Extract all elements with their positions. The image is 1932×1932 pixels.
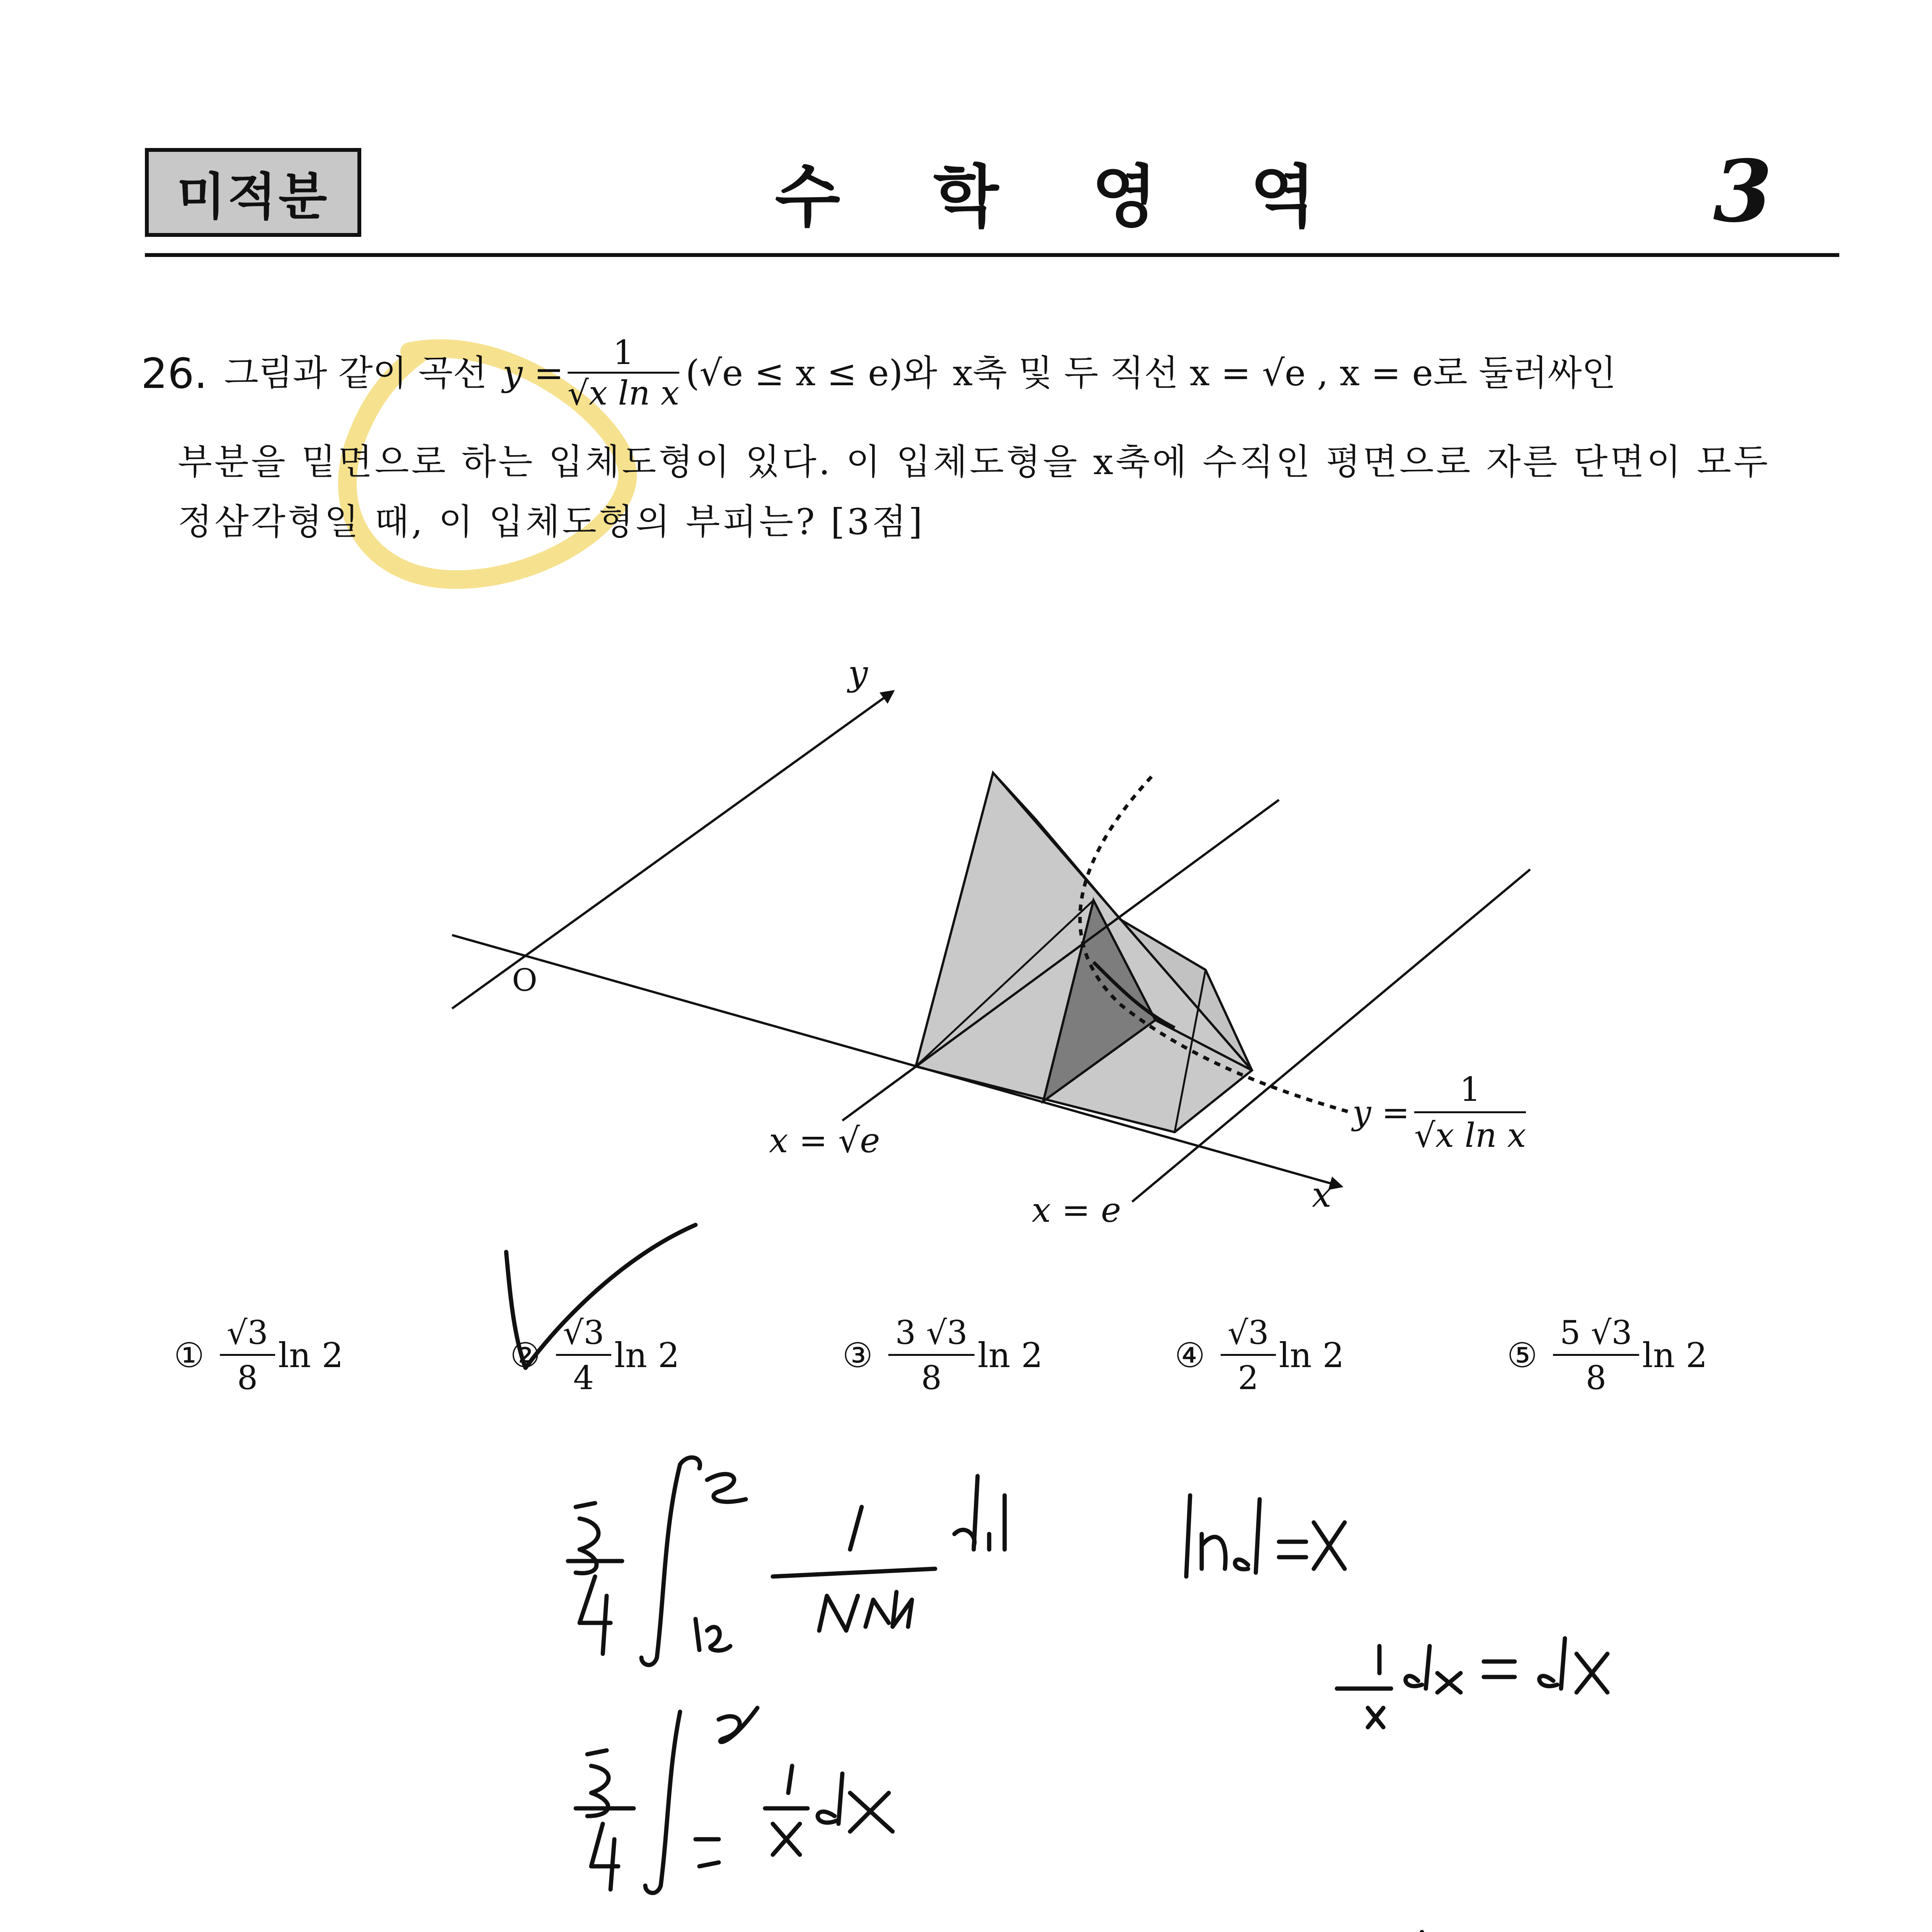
question-line-2: 부분을 밑면으로 하는 입체도형이 있다. 이 입체도형을 x축에 수직인 평면으로 자른 단면이 모두 xyxy=(178,441,1770,483)
handwritten-stroke xyxy=(773,1507,935,1631)
equation-lhs: y = xyxy=(502,352,564,394)
choice-tail: ln 2 xyxy=(614,1335,680,1375)
choice-denominator: 4 xyxy=(573,1359,594,1397)
handwritten-stroke xyxy=(954,1476,1005,1549)
handwritten-stroke xyxy=(1186,1495,1345,1577)
choice-mark: ① xyxy=(174,1335,204,1375)
choice-denominator: 8 xyxy=(921,1359,942,1397)
choice-numerator: 5 √3 xyxy=(1553,1314,1639,1356)
choice-tail: ln 2 xyxy=(1642,1335,1708,1375)
header-page-number: 3 xyxy=(1713,141,1772,241)
choice-mark: ③ xyxy=(842,1335,873,1375)
origin-label: O xyxy=(512,962,537,998)
question-number: 26. xyxy=(141,350,207,398)
handwritten-stroke xyxy=(576,1750,634,1889)
handwritten-stroke xyxy=(696,1619,730,1651)
axis-x-label: x xyxy=(1312,1175,1332,1215)
question-line1-post: x축 및 두 직선 x = √e , x = e로 둘러싸인 xyxy=(952,352,1616,394)
handwritten-stroke xyxy=(645,1712,680,1893)
choice-tail: ln 2 xyxy=(278,1335,344,1375)
line-e-label: x = e xyxy=(1032,1190,1121,1230)
checkmark-annotation xyxy=(506,1225,696,1368)
curve-label-denominator: √x ln x xyxy=(1414,1116,1526,1155)
question-line1-pre: 그림과 같이 곡선 xyxy=(224,352,487,394)
choice-numerator: √3 xyxy=(556,1314,611,1356)
axis-y-label: y xyxy=(848,653,868,694)
choice-mark: ⑤ xyxy=(1507,1335,1537,1375)
subject-badge: 미적분 xyxy=(145,148,361,237)
choice-denominator: 8 xyxy=(1585,1359,1607,1397)
question-line-3: 정삼각형일 때, 이 입체도형의 부피는? [3점] xyxy=(178,501,925,543)
choice-mark: ④ xyxy=(1175,1335,1205,1375)
exam-title: 수 학 영 역 xyxy=(775,158,1350,236)
handwritten-stroke xyxy=(707,1474,746,1502)
choice-numerator: 3 √3 xyxy=(888,1314,975,1356)
handwritten-stroke xyxy=(765,1766,893,1855)
choice-denominator: 2 xyxy=(1238,1359,1259,1397)
choice-numerator: √3 xyxy=(1221,1314,1276,1356)
fraction-denominator: √x ln x xyxy=(567,374,680,413)
choice-denominator: 8 xyxy=(237,1359,258,1397)
choice-mark: ② xyxy=(510,1335,541,1375)
curve-label-lhs: y = xyxy=(1352,1093,1410,1132)
handwritten-stroke xyxy=(641,1458,700,1665)
handwritten-stroke xyxy=(696,1708,757,1866)
fraction-numerator: 1 xyxy=(568,336,679,374)
choice-numerator: √3 xyxy=(220,1314,275,1356)
line-sqrt-e-label: x = √e xyxy=(769,1121,880,1160)
question-domain: (√e ≤ x ≤ e)와 xyxy=(685,352,937,394)
handwritten-stroke xyxy=(1337,1638,1607,1727)
choice-tail: ln 2 xyxy=(978,1335,1043,1375)
curve-label-numerator: 1 xyxy=(1414,1070,1526,1113)
handwritten-stroke xyxy=(568,1503,622,1654)
choice-tail: ln 2 xyxy=(1279,1335,1344,1375)
